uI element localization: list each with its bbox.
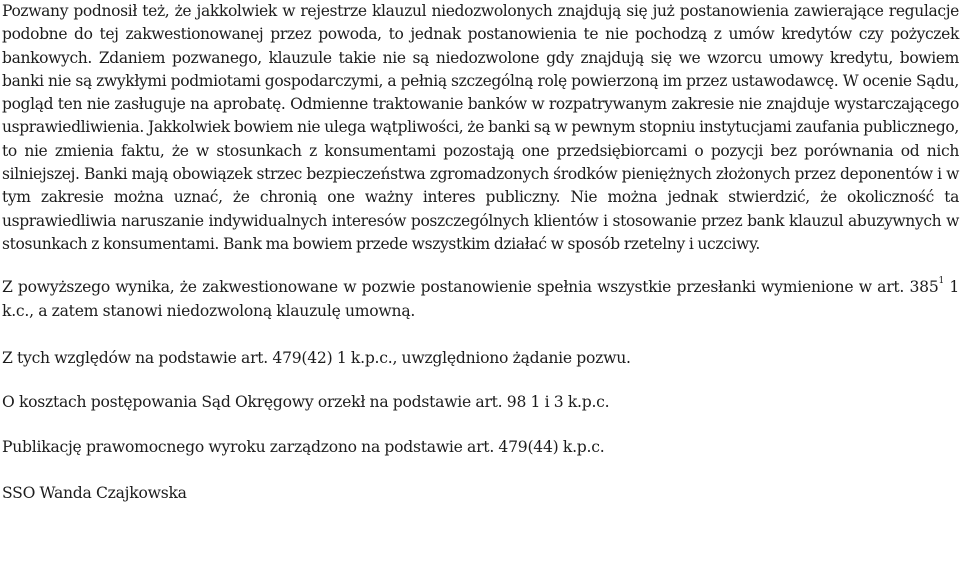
paragraph-argument <box>2 0 959 256</box>
paragraph-argument-part-c: W ocenie Sądu, pogląd ten nie zasługuje na aprobatę. <box>2 71 959 114</box>
signature-text: SSO Wanda Czajkowska <box>2 483 187 502</box>
paragraph-conclusion-text-before: Z powyższego wynika, że zakwestionowane w pozwie postanowienie spełnia wszystkie przesłanki wymienione w art. 385 <box>2 278 939 297</box>
paragraph-argument-part-f: Banki mają obowiązek strzec bezpieczeństwa zgromadzonych środków pieniężnych złożonych przez deponentów i w tym zakresie można uznać, że chronią one ważny interes publiczny. <box>2 165 960 207</box>
paragraph-ruling: Z tych względów na podstawie art. 479(42) 1 k.p.c., uwzględniono żądanie pozwu. <box>2 349 631 368</box>
signature <box>2 482 959 506</box>
paragraph-argument-part-a: Pozwany podnosił też, że jakkolwiek w rejestrze klauzul niedozwolonych znajdują się już postanowienia zawierające regulacje podobne do tej zakwestionowanej przez powoda, to jednak postanowienia te nie pochodzą z umów kredytów czy pożyczek bankowych. <box>2 2 959 67</box>
paragraph-conclusion <box>2 276 959 323</box>
article-superscript: 1 <box>938 276 944 287</box>
paragraph-argument-part-d: Odmienne traktowanie banków w rozpatrywanym zakresie nie znajduje wystarczającego usprawiedliwienia. <box>2 95 959 137</box>
paragraph-publication: Publikację prawomocnego wyroku zarządzono na podstawie art. 479(44) k.p.c. <box>2 438 605 457</box>
paragraph-argument-part-b: Zdaniem pozwanego, klauzule takie nie są niedozwolone gdy znajdują się we wzorcu umowy kredytu, bowiem banki nie są zwykłymi podmiotami gospodarczymi, a pełnią szczególną rolę powierzoną im przez ustawodawcę. <box>2 48 959 90</box>
paragraph-conclusion-text-after: 1 k.c., a zatem stanowi niedozwoloną klauzulę umowną. <box>2 278 959 320</box>
paragraph-argument-part-h: Bank ma bowiem przede wszystkim działać w sposób rzetelny i uczciwy. <box>223 234 760 253</box>
paragraph-argument-part-e: Jakkolwiek bowiem nie ulega wątpliwości, że banki są w pewnym stopniu instytucjami zaufania publicznego, to nie zmienia faktu, że w stosunkach z konsumentami pozostają one przedsiębiorcami o pozycji bez porównania od nich silniejszej. <box>2 118 959 184</box>
paragraph-argument-part-g: Nie można jednak stwierdzić, że okoliczność ta usprawiedliwia naruszanie indywidualnych interesów poszczególnych klientów i stosowanie przez bank klauzul abuzywnych w stosunkach z konsumentami. <box>2 188 959 253</box>
paragraph-costs: O kosztach postępowania Sąd Okręgowy orzekł na podstawie art. 98 1 i 3 k.p.c. <box>2 392 610 411</box>
